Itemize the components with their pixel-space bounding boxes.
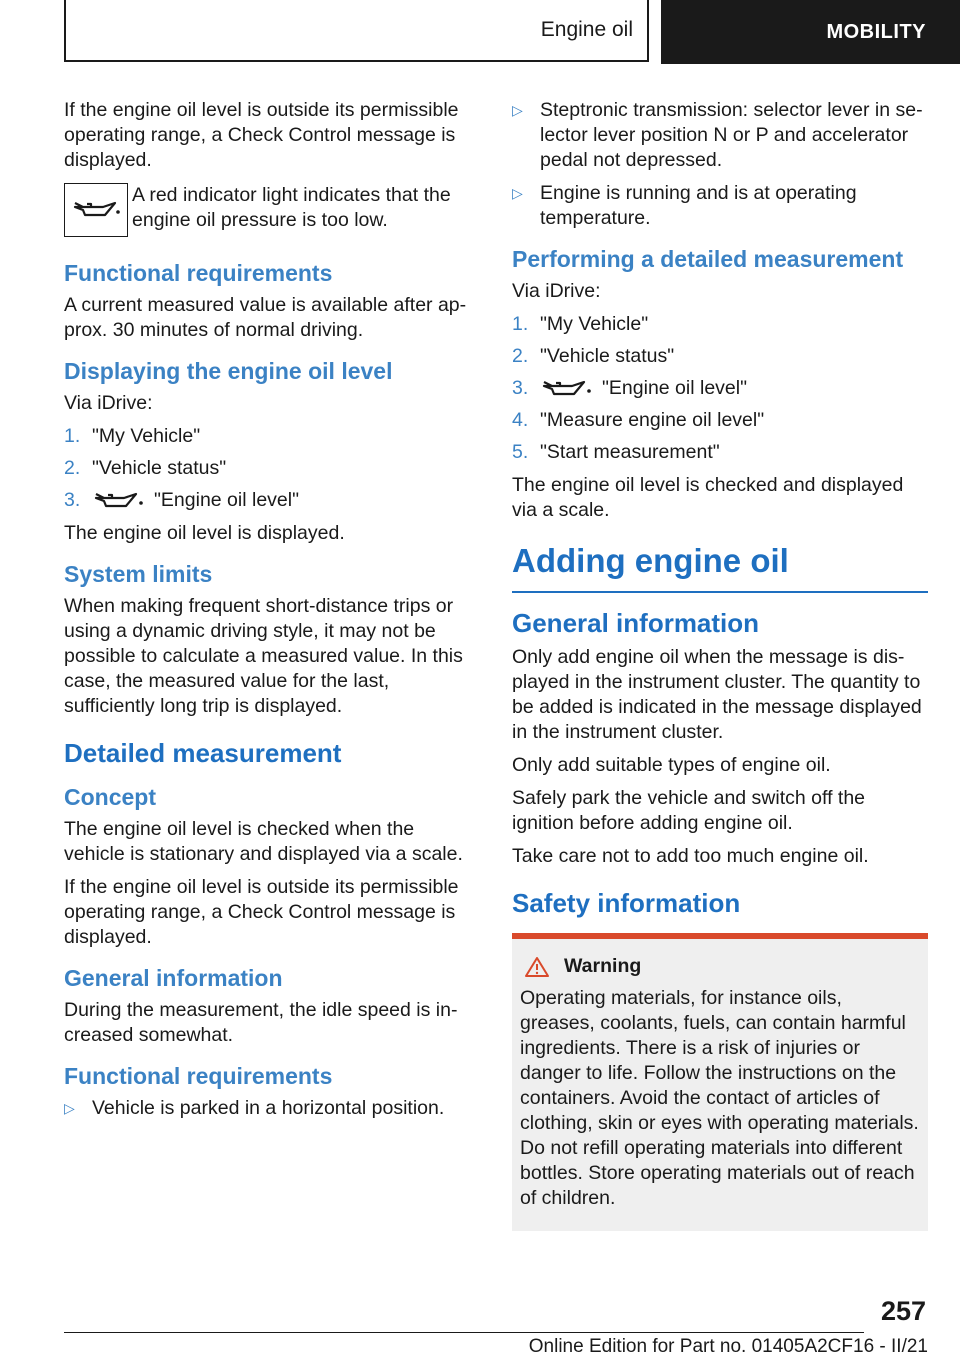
warning-box [512,933,928,1231]
measurement-steps-list [512,312,928,465]
display-steps-list [64,424,474,513]
header-section-tab [64,0,649,62]
indicator-description: A red indicator light indicates that the engine oil pressure is too low. [132,184,451,231]
general-information-p4: Take care not to add too much engine oil. [512,845,869,867]
displaying-oil-level-heading: Displaying the engine oil level [64,358,393,384]
requirements-list [64,1096,474,1121]
via-idrive-label: Via iDrive: [64,392,153,414]
functional-requirements-text: A current measured value is available after approx. 30 minutes of normal driving. [64,294,467,341]
header-chapter-tab [661,0,960,64]
requirements-list-continued [512,98,928,231]
display-result: The engine oil level is displayed. [64,522,345,544]
general-information-p2: Only add suitable types of engine oil. [512,754,831,776]
oil-pressure-indicator [64,183,474,237]
page-number: 257 [880,1296,926,1326]
triangle-bullet-icon: ▷ [64,1100,75,1116]
warning-header [520,955,920,978]
performing-measurement-heading: Performing a detailed measurement [512,246,904,272]
list-item: 3. "Engine oil level" [64,489,300,511]
system-limits-heading: System limits [64,561,213,587]
header-section-title: Engine oil [540,18,633,41]
oil-can-icon [64,183,128,237]
list-item: 1. "My Vehicle" [512,313,649,335]
measurement-result: The engine oil level is checked and displayed via a scale. [512,474,904,521]
general-information-text: During the measurement, the idle speed is increased somewhat. [64,999,458,1046]
warning-label: Warning [564,955,642,977]
oil-can-icon [540,378,596,400]
list-item: 3. "Engine oil level" [512,377,748,399]
general-information-heading: General information [64,965,283,991]
via-idrive-label: Via iDrive: [512,280,601,302]
left-column [64,98,474,1129]
list-item: 5. "Start measurement" [512,441,720,463]
list-item: 2. "Vehicle status" [512,345,675,367]
triangle-bullet-icon: ▷ [512,102,523,118]
intro-paragraph: If the engine oil level is outside its permissible operating range, a Check Control message is displayed. [64,99,459,171]
functional-requirements-2-heading: Functional requirements [64,1063,333,1089]
concept-heading: Concept [64,784,156,810]
concept-paragraph-1: The engine oil level is checked when the vehicle is stationary and displayed via a scale. [64,818,463,865]
list-item: 2. "Vehicle status" [64,457,227,479]
system-limits-text: When making frequent short-distance trips or using a dynamic driving style, it may not be possible to calculate a measured value. In this case, the measured value for the last, sufficiently long trip is displayed. [64,595,463,717]
general-information-p1: Only add engine oil when the message is displayed in the instrument cluster. The quantity to be added is indicated in the message displayed in the instrument cluster. [512,646,922,743]
general-information-p3: Safely park the vehicle and switch off the ignition before adding engine oil. [512,787,866,834]
concept-paragraph-2: If the engine oil level is outside its permissible operating range, a Check Control message is displayed. [64,876,459,948]
list-item: 1. "My Vehicle" [64,425,201,447]
safety-information-heading: Safety information [512,888,741,918]
footer-edition: Online Edition for Part no. 01405A2CF16 - II/21 [528,1336,928,1357]
header-chapter-title: MOBILITY [826,20,926,43]
oil-can-icon [92,490,148,512]
list-item: 4. "Measure engine oil level" [512,409,765,431]
list-item: ▷ Vehicle is parked in a horizontal position. [64,1097,445,1119]
right-column [512,98,928,1231]
list-item: ▷ Steptronic transmission: selector lever in selector lever position N or P and accelerator pedal not depressed. [512,99,923,171]
adding-engine-oil-heading: Adding engine oil [512,541,928,593]
functional-requirements-heading: Functional requirements [64,260,333,286]
warning-text: Operating materials, for instance oils, greases, coolants, fuels, can contain harmful ingredients. There is a risk of injuries or danger to life. Follow the instructions on the containers. Avoid the contact of articles of clothing, skin or eyes with operating materials. Do not refill operating materials into different bottles. Store operating materials out of reach of children. [520,987,919,1209]
warning-triangle-icon [524,956,550,978]
general-information-heading: General information [512,608,760,638]
list-item: ▷ Engine is running and is at operating temperature. [512,182,857,229]
footer-divider [64,1332,864,1333]
detailed-measurement-heading: Detailed measurement [64,738,342,768]
triangle-bullet-icon: ▷ [512,185,523,201]
